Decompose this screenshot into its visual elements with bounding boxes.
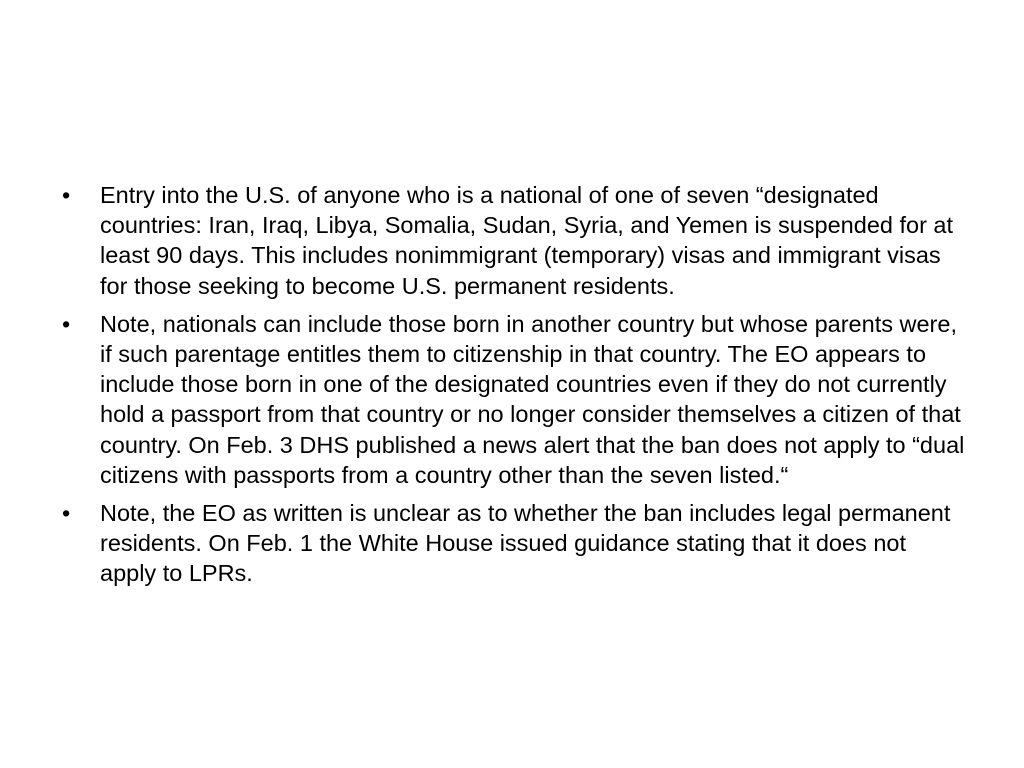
bullet-text: Note, the EO as written is unclear as to whether the ban includes legal permanent residents. On Feb. 1 the White House issued guidance stating that it does not apply to LPRs. [100,500,951,587]
bullet-item-lpr-note [60,498,965,589]
bullet-list [60,180,965,597]
bullet-item-entry-suspension [60,180,965,301]
bullet-item-nationals-note [60,309,965,490]
bullet-icon: • [62,500,71,527]
bullet-text: Entry into the U.S. of anyone who is a national of one of seven “designated countries: Iran, Iraq, Libya, Somalia, Sudan, Syria, and Yemen is suspended for at least 90 days. This includes nonimmigrant (temporary) visas and immigrant visas for those seeking to become U.S. permanent residents. [100,182,954,299]
bullet-icon: • [62,310,71,337]
bullet-icon: • [62,182,71,208]
bullet-text: Note, nationals can include those born in another country but whose parents were, if such parentage entitles them to citizenship in that country. The EO appears to include those born in one of the designated countries even if they do not currently hold a passport from that country or no longer consider themselves a citizen of that country. On Feb. 3 DHS published a news alert that the ban does not apply to “dual citizens with passports from a country other than the seven listed.“ [100,310,965,488]
